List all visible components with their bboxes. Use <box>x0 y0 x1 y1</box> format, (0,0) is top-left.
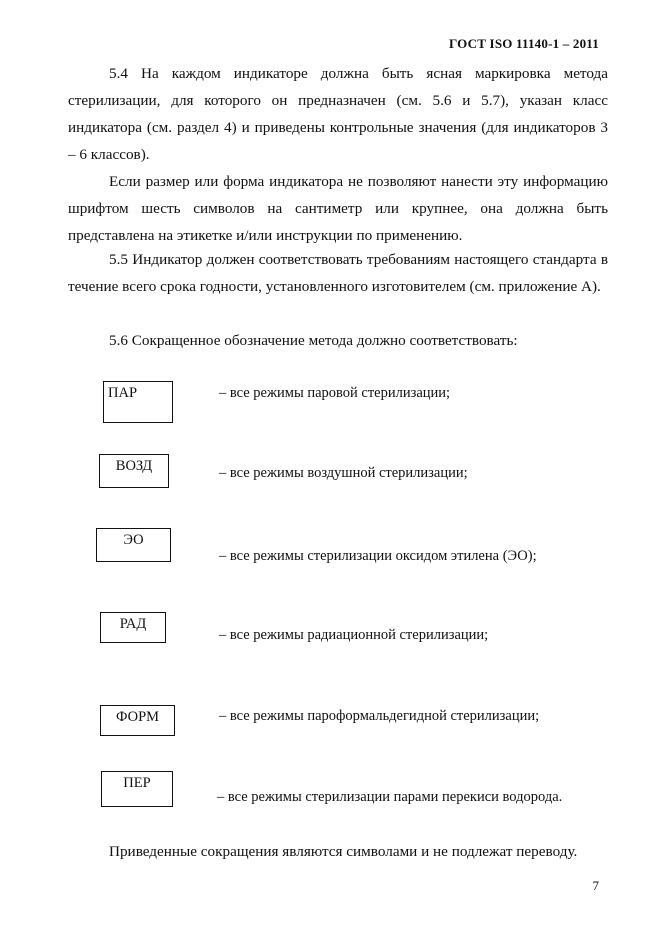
page-number: 7 <box>592 878 599 893</box>
abbreviation-box-vozd: ВОЗД <box>99 454 169 488</box>
abbreviation-box-per: ПЕР <box>101 771 173 807</box>
abbreviation-box-par: ПАР <box>103 381 173 423</box>
abbreviation-description-rad: – все режимы радиационной стерилизации; <box>219 627 489 643</box>
abbreviation-description-per: – все режимы стерилизации парами перекиси водорода. <box>217 789 563 805</box>
abbreviation-box-rad: РАД <box>100 612 166 643</box>
abbreviation-box-form: ФОРМ <box>100 705 175 736</box>
paragraph-5-6: 5.6 Сокращенное обозначение метода должно соответствовать: <box>109 332 518 349</box>
abbreviation-description-form: – все режимы пароформальдегидной стерилизации; <box>219 708 540 724</box>
abbreviation-box-eo: ЭО <box>96 528 171 562</box>
standard-header: ГОСТ ISO 11140-1 – 2011 <box>449 36 599 51</box>
paragraph-5-5: 5.5 Индикатор должен соответствовать требованиям настоящего стандарта в течение всего срока годности, установленного изготовителем (см. приложение А). <box>68 251 608 295</box>
abbreviation-description-vozd: – все режимы воздушной стерилизации; <box>219 465 468 481</box>
paragraph-5-4-continued: Если размер или форма индикатора не позволяют нанести эту информацию шрифтом шесть символов на сантиметр или крупнее, она должна быть представлена на этикетке и/или инструкции по применению. <box>68 173 608 244</box>
paragraph-5-4: 5.4 На каждом индикаторе должна быть ясная маркировка метода стерилизации, для которого он предназначен (см. 5.6 и 5.7), указан класс индикатора (см. раздел 4) и приведены контрольные значения (для индикаторов 3 – 6 классов). <box>68 65 608 163</box>
abbreviation-description-eo: – все режимы стерилизации оксидом этилена (ЭО); <box>219 548 537 564</box>
footer-note: Приведенные сокращения являются символами и не подлежат переводу. <box>109 843 578 860</box>
abbreviation-description-par: – все режимы паровой стерилизации; <box>219 385 451 401</box>
